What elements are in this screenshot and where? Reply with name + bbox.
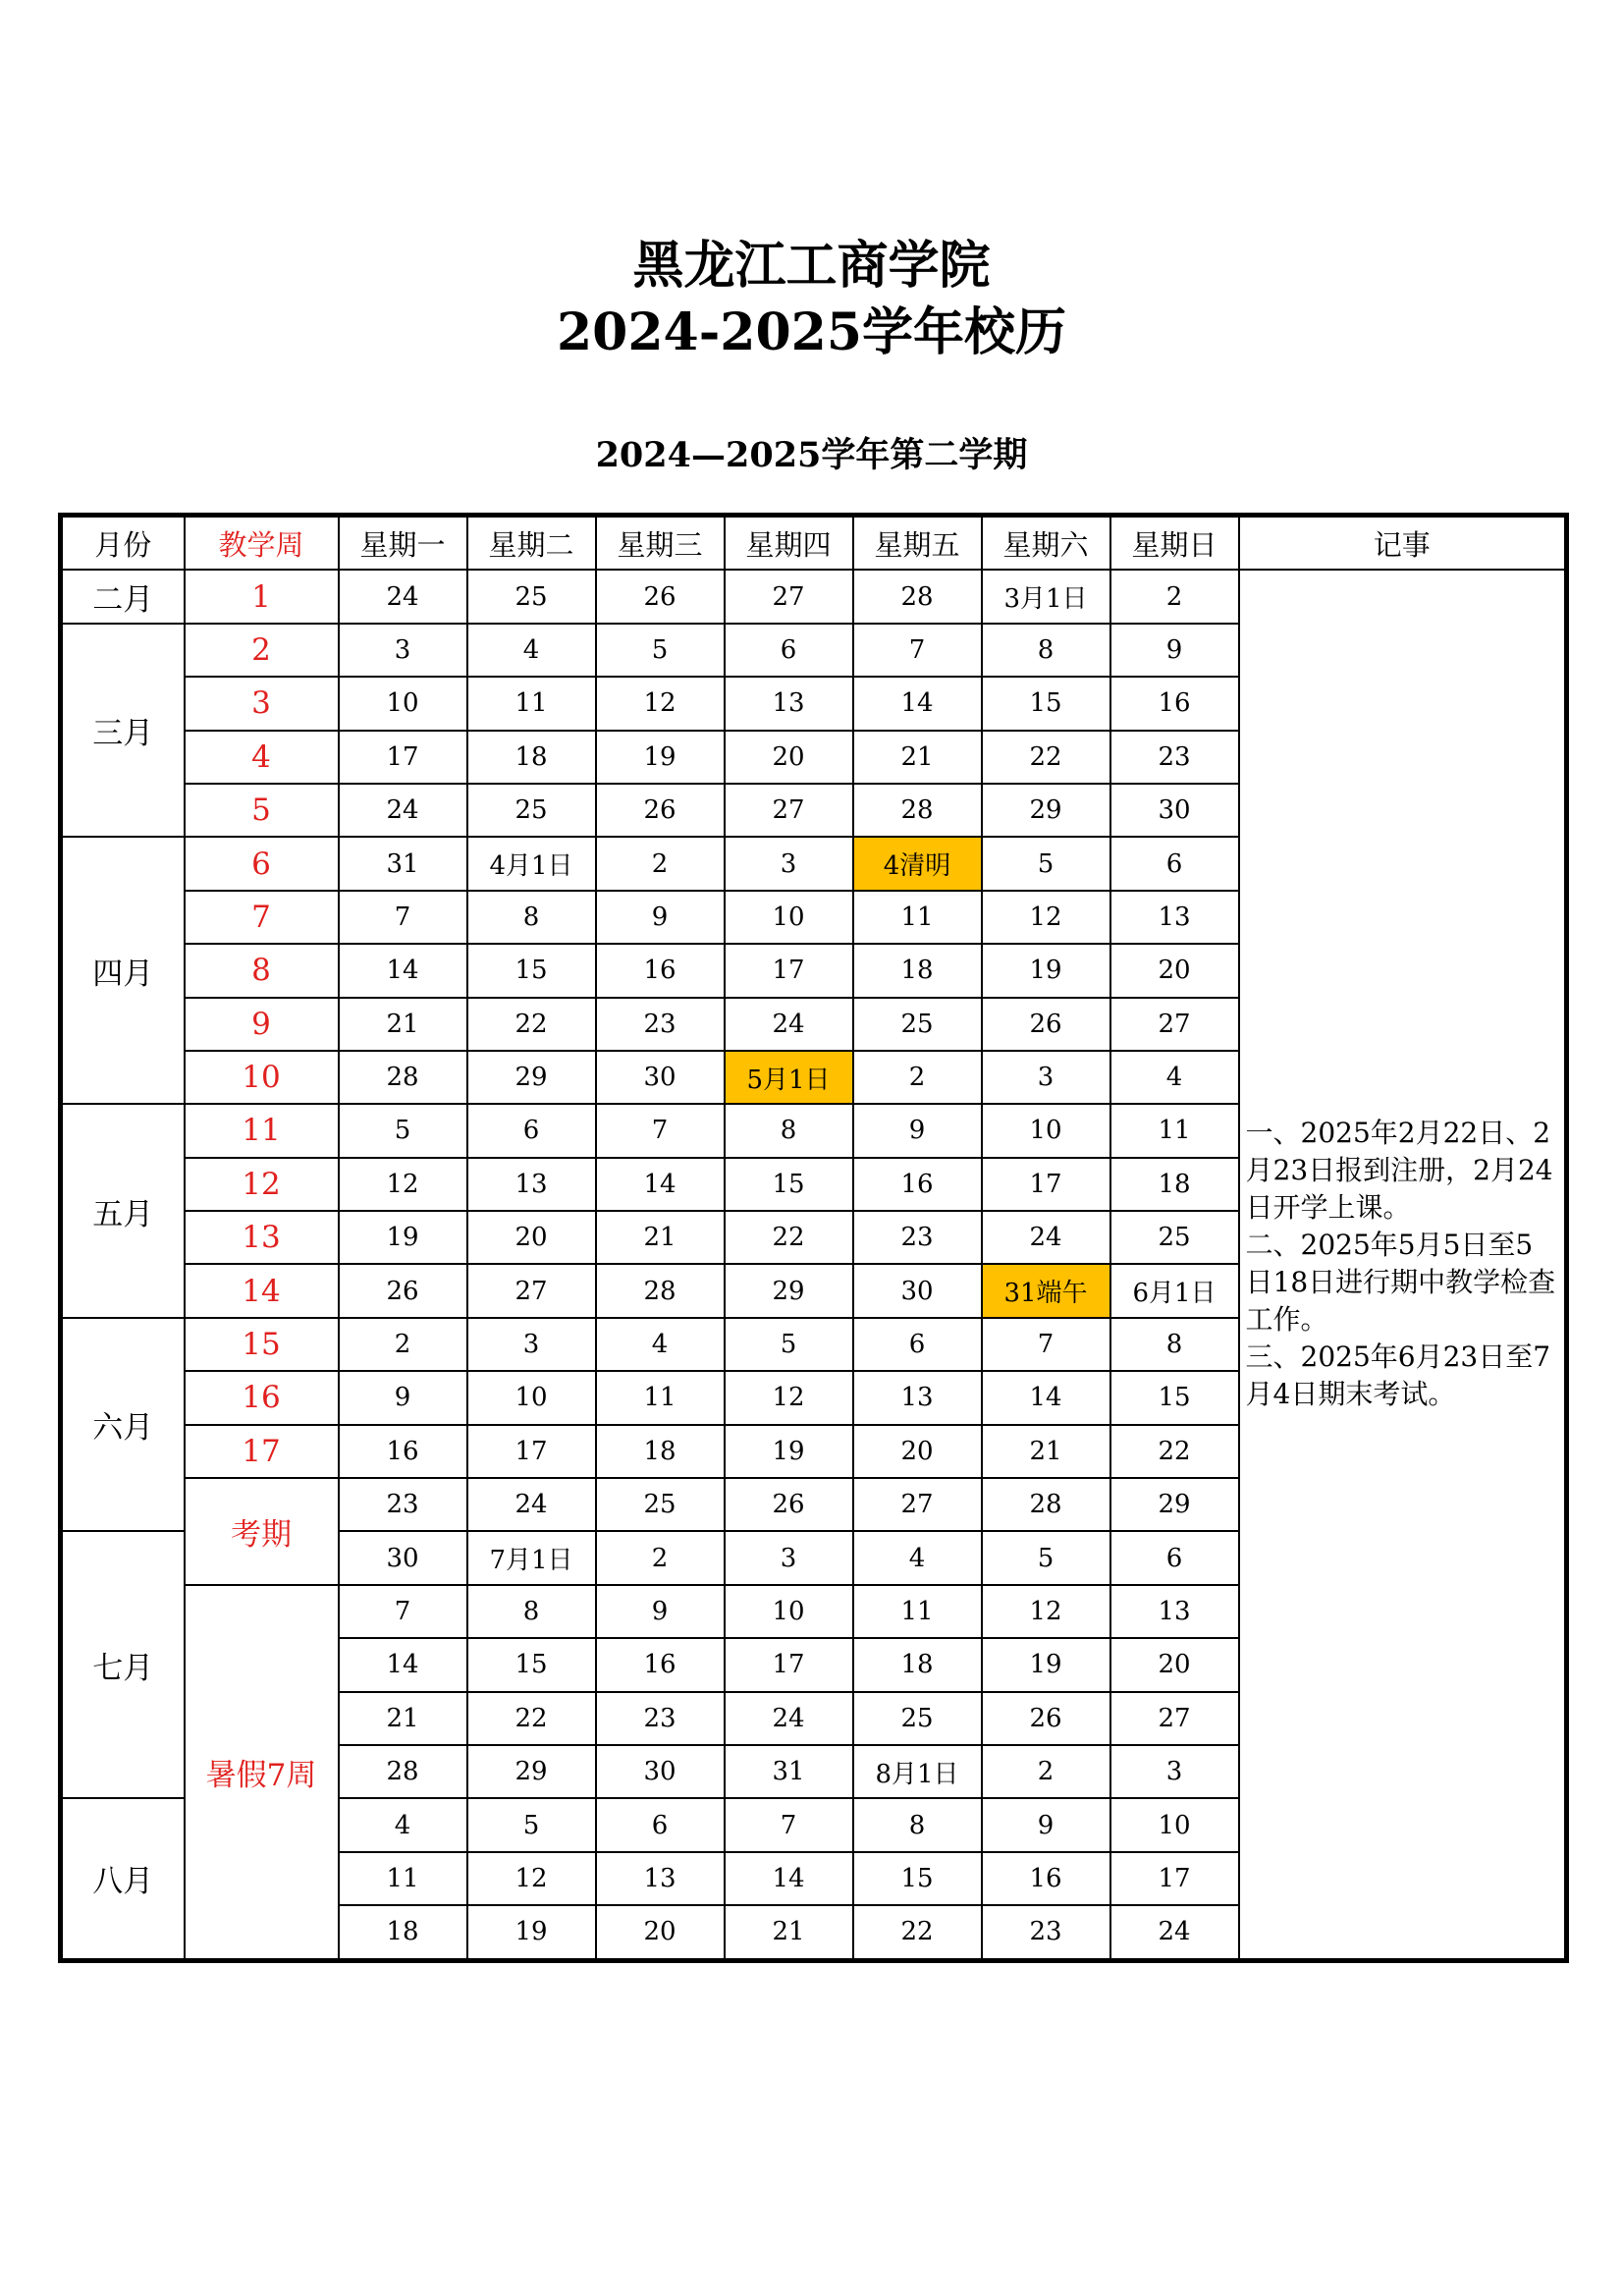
day-cell-fri: 13	[853, 1371, 982, 1424]
week-number: 11	[185, 1104, 339, 1157]
day-cell-sat: 15	[982, 677, 1110, 730]
day-cell-fri: 25	[853, 998, 982, 1051]
day-cell-wed: 19	[596, 731, 725, 784]
day-cell-sun: 22	[1110, 1425, 1239, 1478]
month-label: 七月	[61, 1531, 185, 1798]
day-cell-tue: 7月1日	[467, 1531, 596, 1584]
day-cell-wed: 9	[596, 891, 725, 944]
day-cell-sun: 17	[1110, 1852, 1239, 1905]
day-cell-wed: 9	[596, 1585, 725, 1638]
day-cell-mon: 19	[339, 1211, 467, 1264]
day-cell-mon: 9	[339, 1371, 467, 1424]
day-cell-sat: 9	[982, 1798, 1110, 1851]
day-cell-fri: 21	[853, 731, 982, 784]
day-cell-tue: 15	[467, 1638, 596, 1691]
day-cell-tue: 22	[467, 998, 596, 1051]
day-cell-thu: 12	[725, 1371, 853, 1424]
day-cell-sun: 6	[1110, 837, 1239, 890]
day-cell-sun: 24	[1110, 1905, 1239, 1960]
note-item: 二、2025年5月5日至5日18日进行期中教学检查工作。	[1245, 1229, 1556, 1337]
day-cell-sat: 12	[982, 891, 1110, 944]
day-cell-mon: 7	[339, 1585, 467, 1638]
day-cell-mon: 30	[339, 1531, 467, 1584]
header-row	[61, 516, 1567, 571]
day-cell-sat: 19	[982, 944, 1110, 997]
day-cell-wed: 28	[596, 1264, 725, 1317]
week-number: 13	[185, 1211, 339, 1264]
day-cell-tue: 19	[467, 1905, 596, 1960]
day-cell-sun: 2	[1110, 570, 1239, 623]
day-cell-wed: 13	[596, 1852, 725, 1905]
day-cell-mon: 7	[339, 891, 467, 944]
day-cell-thu: 31	[725, 1745, 853, 1798]
day-cell-sat: 5	[982, 837, 1110, 890]
day-cell-tue: 20	[467, 1211, 596, 1264]
day-cell-sat: 26	[982, 1692, 1110, 1745]
day-cell-tue: 12	[467, 1852, 596, 1905]
day-cell-sat: 3月1日	[982, 570, 1110, 623]
day-cell-thu: 22	[725, 1211, 853, 1264]
exam-period-label: 考期	[185, 1478, 339, 1585]
day-cell-sun: 4	[1110, 1051, 1239, 1104]
day-cell-tue: 5	[467, 1798, 596, 1851]
day-cell-thu: 20	[725, 731, 853, 784]
month-label: 八月	[61, 1798, 185, 1960]
day-cell-sun: 18	[1110, 1158, 1239, 1211]
day-cell-sat: 24	[982, 1211, 1110, 1264]
week-number: 8	[185, 944, 339, 997]
month-label: 三月	[61, 624, 185, 838]
day-cell-wed: 11	[596, 1371, 725, 1424]
holiday-cell: 5月1日	[725, 1051, 853, 1104]
day-cell-tue: 6	[467, 1104, 596, 1157]
day-cell-mon: 31	[339, 837, 467, 890]
day-cell-tue: 22	[467, 1692, 596, 1745]
day-cell-fri: 7	[853, 624, 982, 677]
day-cell-fri: 25	[853, 1692, 982, 1745]
week-number: 16	[185, 1371, 339, 1424]
day-cell-fri: 4	[853, 1531, 982, 1584]
day-cell-fri: 14	[853, 677, 982, 730]
day-cell-thu: 24	[725, 998, 853, 1051]
day-cell-sun: 11	[1110, 1104, 1239, 1157]
header-wednesday: 星期三	[596, 516, 725, 571]
day-cell-sat: 26	[982, 998, 1110, 1051]
day-cell-wed: 2	[596, 1531, 725, 1584]
day-cell-thu: 26	[725, 1478, 853, 1531]
day-cell-thu: 14	[725, 1852, 853, 1905]
day-cell-mon: 4	[339, 1798, 467, 1851]
calendar-title: 2024-2025学年校历	[556, 302, 1067, 362]
week-number: 12	[185, 1158, 339, 1211]
day-cell-thu: 27	[725, 784, 853, 837]
day-cell-fri: 18	[853, 944, 982, 997]
day-cell-tue: 25	[467, 784, 596, 837]
header-tuesday: 星期二	[467, 516, 596, 571]
day-cell-wed: 21	[596, 1211, 725, 1264]
day-cell-sun: 27	[1110, 998, 1239, 1051]
header-sunday: 星期日	[1110, 516, 1239, 571]
header-month: 月份	[61, 516, 185, 571]
day-cell-thu: 6	[725, 624, 853, 677]
day-cell-fri: 28	[853, 570, 982, 623]
day-cell-fri: 2	[853, 1051, 982, 1104]
day-cell-thu: 27	[725, 570, 853, 623]
day-cell-fri: 6	[853, 1318, 982, 1371]
day-cell-thu: 24	[725, 1692, 853, 1745]
week-number: 1	[185, 570, 339, 623]
day-cell-sat: 5	[982, 1531, 1110, 1584]
day-cell-mon: 14	[339, 944, 467, 997]
day-cell-sun: 16	[1110, 677, 1239, 730]
day-cell-sun: 13	[1110, 891, 1239, 944]
day-cell-fri: 22	[853, 1905, 982, 1960]
day-cell-wed: 5	[596, 624, 725, 677]
week-row	[61, 570, 1567, 623]
day-cell-tue: 4	[467, 624, 596, 677]
notes-cell	[1239, 570, 1567, 1960]
day-cell-mon: 17	[339, 731, 467, 784]
day-cell-tue: 10	[467, 1371, 596, 1424]
day-cell-wed: 30	[596, 1051, 725, 1104]
day-cell-fri: 8	[853, 1798, 982, 1851]
day-cell-mon: 28	[339, 1745, 467, 1798]
day-cell-mon: 21	[339, 1692, 467, 1745]
day-cell-fri: 30	[853, 1264, 982, 1317]
week-number: 9	[185, 998, 339, 1051]
header-friday: 星期五	[853, 516, 982, 571]
header-monday: 星期一	[339, 516, 467, 571]
day-cell-wed: 20	[596, 1905, 725, 1960]
school-calendar-table	[58, 513, 1569, 1963]
day-cell-wed: 14	[596, 1158, 725, 1211]
day-cell-fri: 11	[853, 1585, 982, 1638]
holiday-cell: 31端午	[982, 1264, 1110, 1317]
day-cell-wed: 23	[596, 1692, 725, 1745]
day-cell-tue: 15	[467, 944, 596, 997]
header-thursday: 星期四	[725, 516, 853, 571]
day-cell-wed: 16	[596, 1638, 725, 1691]
month-label: 四月	[61, 837, 185, 1104]
day-cell-thu: 21	[725, 1905, 853, 1960]
day-cell-sat: 2	[982, 1745, 1110, 1798]
month-label: 六月	[61, 1318, 185, 1532]
day-cell-fri: 20	[853, 1425, 982, 1478]
day-cell-sun: 3	[1110, 1745, 1239, 1798]
header-saturday: 星期六	[982, 516, 1110, 571]
day-cell-sat: 16	[982, 1852, 1110, 1905]
week-number: 14	[185, 1264, 339, 1317]
week-number: 7	[185, 891, 339, 944]
day-cell-tue: 8	[467, 1585, 596, 1638]
day-cell-fri: 16	[853, 1158, 982, 1211]
day-cell-sun: 15	[1110, 1371, 1239, 1424]
summer-vacation-label: 暑假7周	[185, 1585, 339, 1960]
day-cell-mon: 24	[339, 570, 467, 623]
day-cell-sun: 25	[1110, 1211, 1239, 1264]
day-cell-mon: 16	[339, 1425, 467, 1478]
day-cell-sun: 8	[1110, 1318, 1239, 1371]
day-cell-sat: 29	[982, 784, 1110, 837]
day-cell-mon: 21	[339, 998, 467, 1051]
day-cell-tue: 3	[467, 1318, 596, 1371]
week-number: 3	[185, 677, 339, 730]
day-cell-wed: 25	[596, 1478, 725, 1531]
day-cell-sat: 3	[982, 1051, 1110, 1104]
day-cell-mon: 11	[339, 1852, 467, 1905]
day-cell-wed: 23	[596, 998, 725, 1051]
day-cell-sun: 9	[1110, 624, 1239, 677]
day-cell-fri: 27	[853, 1478, 982, 1531]
day-cell-thu: 7	[725, 1798, 853, 1851]
school-name: 黑龙江工商学院	[632, 236, 991, 296]
day-cell-sun: 20	[1110, 944, 1239, 997]
header-notes: 记事	[1239, 516, 1567, 571]
day-cell-mon: 3	[339, 624, 467, 677]
day-cell-sat: 22	[982, 731, 1110, 784]
day-cell-thu: 13	[725, 677, 853, 730]
day-cell-fri: 11	[853, 891, 982, 944]
day-cell-wed: 2	[596, 837, 725, 890]
day-cell-thu: 3	[725, 837, 853, 890]
day-cell-mon: 5	[339, 1104, 467, 1157]
day-cell-fri: 28	[853, 784, 982, 837]
day-cell-thu: 5	[725, 1318, 853, 1371]
holiday-cell: 4清明	[853, 837, 982, 890]
day-cell-sun: 27	[1110, 1692, 1239, 1745]
day-cell-sun: 10	[1110, 1798, 1239, 1851]
day-cell-sat: 17	[982, 1158, 1110, 1211]
day-cell-wed: 16	[596, 944, 725, 997]
day-cell-sun: 29	[1110, 1478, 1239, 1531]
day-cell-sat: 14	[982, 1371, 1110, 1424]
day-cell-wed: 30	[596, 1745, 725, 1798]
day-cell-tue: 27	[467, 1264, 596, 1317]
note-item: 三、2025年6月23日至7月4日期末考试。	[1245, 1340, 1551, 1411]
day-cell-sat: 8	[982, 624, 1110, 677]
day-cell-sun: 13	[1110, 1585, 1239, 1638]
day-cell-tue: 29	[467, 1051, 596, 1104]
day-cell-sat: 10	[982, 1104, 1110, 1157]
week-number: 17	[185, 1425, 339, 1478]
day-cell-wed: 26	[596, 570, 725, 623]
day-cell-thu: 29	[725, 1264, 853, 1317]
week-number: 5	[185, 784, 339, 837]
day-cell-sun: 6月1日	[1110, 1264, 1239, 1317]
day-cell-sun: 6	[1110, 1531, 1239, 1584]
day-cell-tue: 29	[467, 1745, 596, 1798]
day-cell-tue: 11	[467, 677, 596, 730]
day-cell-wed: 6	[596, 1798, 725, 1851]
day-cell-tue: 24	[467, 1478, 596, 1531]
day-cell-mon: 26	[339, 1264, 467, 1317]
day-cell-sun: 23	[1110, 731, 1239, 784]
day-cell-sun: 20	[1110, 1638, 1239, 1691]
day-cell-sat: 12	[982, 1585, 1110, 1638]
day-cell-thu: 17	[725, 1638, 853, 1691]
month-label: 五月	[61, 1104, 185, 1318]
week-number: 4	[185, 731, 339, 784]
day-cell-fri: 15	[853, 1852, 982, 1905]
day-cell-sat: 7	[982, 1318, 1110, 1371]
day-cell-sat: 21	[982, 1425, 1110, 1478]
day-cell-sat: 28	[982, 1478, 1110, 1531]
day-cell-wed: 18	[596, 1425, 725, 1478]
day-cell-wed: 4	[596, 1318, 725, 1371]
day-cell-fri: 18	[853, 1638, 982, 1691]
semester-subtitle: 2024—2025学年第二学期	[595, 435, 1028, 475]
day-cell-thu: 8	[725, 1104, 853, 1157]
day-cell-thu: 19	[725, 1425, 853, 1478]
day-cell-tue: 4月1日	[467, 837, 596, 890]
week-number: 2	[185, 624, 339, 677]
week-number: 10	[185, 1051, 339, 1104]
day-cell-sat: 23	[982, 1905, 1110, 1960]
day-cell-tue: 17	[467, 1425, 596, 1478]
day-cell-thu: 3	[725, 1531, 853, 1584]
week-number: 6	[185, 837, 339, 890]
day-cell-wed: 12	[596, 677, 725, 730]
day-cell-wed: 7	[596, 1104, 725, 1157]
day-cell-sat: 19	[982, 1638, 1110, 1691]
day-cell-tue: 8	[467, 891, 596, 944]
day-cell-mon: 28	[339, 1051, 467, 1104]
day-cell-mon: 14	[339, 1638, 467, 1691]
week-number: 15	[185, 1318, 339, 1371]
day-cell-mon: 18	[339, 1905, 467, 1960]
day-cell-mon: 24	[339, 784, 467, 837]
note-item: 一、2025年2月22日、2月23日报到注册，2月24日开学上课。	[1245, 1117, 1553, 1225]
day-cell-thu: 10	[725, 1585, 853, 1638]
day-cell-mon: 12	[339, 1158, 467, 1211]
day-cell-fri: 9	[853, 1104, 982, 1157]
day-cell-thu: 15	[725, 1158, 853, 1211]
day-cell-thu: 17	[725, 944, 853, 997]
month-label: 二月	[61, 570, 185, 623]
day-cell-mon: 2	[339, 1318, 467, 1371]
day-cell-tue: 18	[467, 731, 596, 784]
day-cell-mon: 23	[339, 1478, 467, 1531]
day-cell-tue: 13	[467, 1158, 596, 1211]
day-cell-mon: 10	[339, 677, 467, 730]
header-week: 教学周	[185, 516, 339, 571]
day-cell-sun: 30	[1110, 784, 1239, 837]
day-cell-wed: 26	[596, 784, 725, 837]
day-cell-fri: 23	[853, 1211, 982, 1264]
day-cell-tue: 25	[467, 570, 596, 623]
day-cell-fri: 8月1日	[853, 1745, 982, 1798]
day-cell-thu: 10	[725, 891, 853, 944]
